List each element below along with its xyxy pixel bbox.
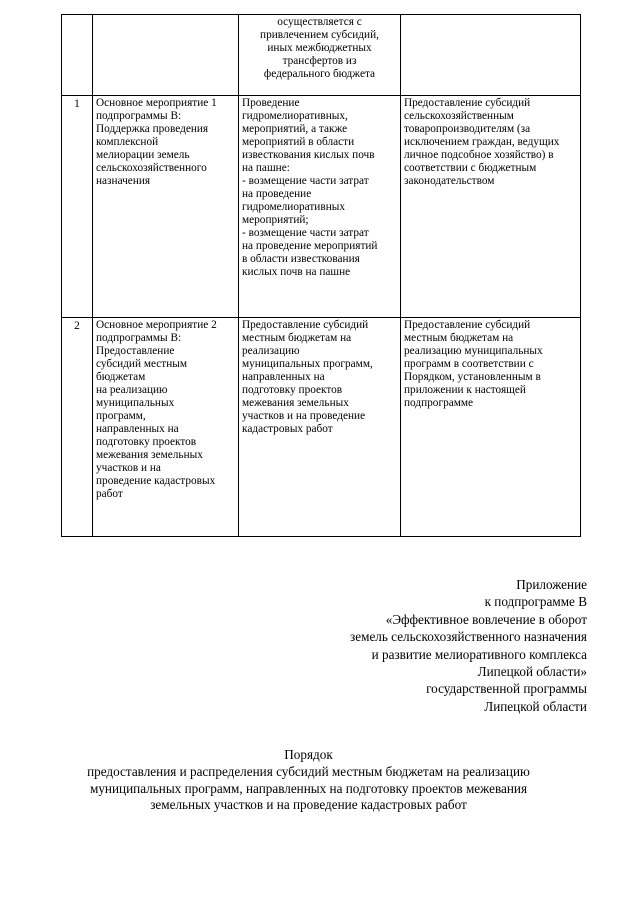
row-number: 1 (62, 96, 93, 318)
order-subtitle-line: земельных участков и на проведение кадастровых работ (150, 797, 467, 813)
order-heading (0, 747, 617, 814)
measure-mechanism-cell: Предоставление субсидий местным бюджетам на реализацию муниципальных программ в соответствии с Порядком, установленным в приложении к настоящей подпрограмме (401, 318, 581, 537)
appendix-header (350, 576, 587, 715)
measure-mechanism-cell (401, 15, 581, 96)
row-number: 2 (62, 318, 93, 537)
table-row (62, 96, 581, 318)
measure-content-cell: Предоставление субсидий местным бюджетам на реализацию муниципальных программ, направленных на подготовку проектов межевания земельных участков и на проведение кадастровых работ (239, 318, 401, 537)
order-title: Порядок (284, 747, 333, 762)
appendix-line: «Эффективное вовлечение в оборот (385, 611, 587, 627)
measures-table (61, 14, 581, 537)
measure-content-cell: Проведение гидромелиоративных, мероприятий, а также мероприятий в области известкования кислых почв на пашне: - возмещение части затрат на проведение гидромелиоративных мероприятий; - возмещение части затрат на проведение мероприятий в области известкования кислых почв на пашне (239, 96, 401, 318)
appendix-line: государственной программы (426, 681, 587, 697)
appendix-line: к подпрограмме В (484, 594, 587, 610)
appendix-line: земель сельскохозяйственного назначения (350, 629, 587, 645)
appendix-line: и развитие мелиоративного комплекса (371, 646, 587, 662)
measure-content-cell: осуществляется с привлечением субсидий, иных межбюджетных трансфертов из федерального бюджета (239, 15, 401, 96)
measure-name-cell: Основное мероприятие 1 подпрограммы В: Поддержка проведения комплексной мелиорации земель сельскохозяйственного назначения (93, 96, 239, 318)
measure-name-cell: Основное мероприятие 2 подпрограммы В: Предоставление субсидий местным бюджетам на реализацию муниципальных программ, направленных на подготовку проектов межевания земельных участков и на проведение кадастровых работ (93, 318, 239, 537)
table-row (62, 318, 581, 537)
appendix-line: Липецкой области (484, 698, 587, 714)
measure-mechanism-cell: Предоставление субсидий сельскохозяйственным товаропроизводителям (за исключением граждан, ведущих личное подсобное хозяйство) в соответствии с бюджетным законодательством (401, 96, 581, 318)
order-subtitle-line: предоставления и распределения субсидий местным бюджетам на реализацию (87, 763, 530, 779)
measure-name-cell (93, 15, 239, 96)
order-subtitle-line: муниципальных программ, направленных на подготовку проектов межевания (89, 780, 528, 796)
table-row (62, 15, 581, 96)
appendix-line: Липецкой области» (477, 664, 587, 680)
appendix-line: Приложение (516, 577, 587, 592)
row-number (62, 15, 93, 96)
